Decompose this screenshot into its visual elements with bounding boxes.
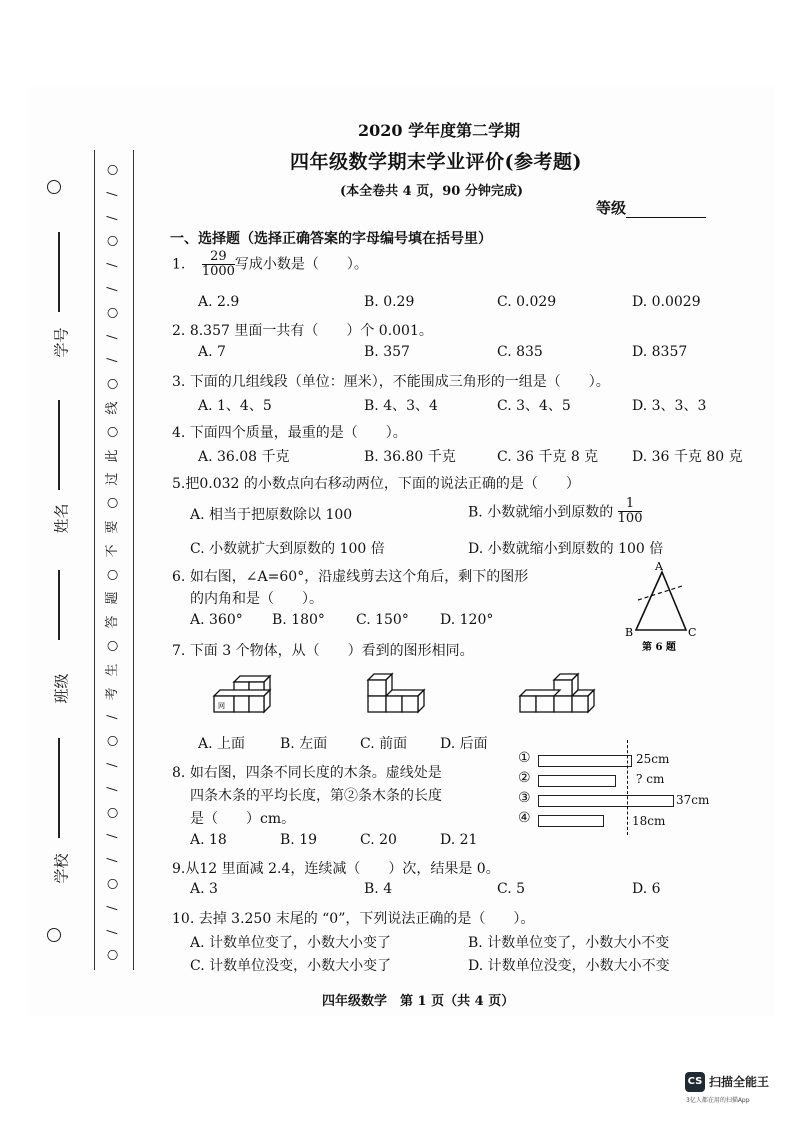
seal-line-char: 题 [105, 591, 120, 605]
q10-option-d[interactable]: D. 计数单位没变，小数大小不变 [468, 958, 670, 974]
question-4 [172, 422, 407, 442]
question-8-line3: 是（ ）cm。 [190, 811, 296, 827]
seal-line-char: 要 [105, 520, 120, 534]
bar-label-4: ④ [518, 810, 531, 826]
question-number: 6. [172, 569, 186, 585]
seal-line-char: ○ [105, 378, 120, 390]
q5-option-c[interactable]: C. 小数就扩大到原数的 100 倍 [190, 541, 385, 557]
seal-line-char: ○ [105, 568, 120, 581]
q9-option-c[interactable]: C. 5 [497, 881, 526, 897]
school-label: 学校 [52, 853, 71, 884]
seal-line-char: ○ [105, 307, 120, 319]
question-text: 把0.032 的小数点向右移动两位，下面的说法正确的是（ ） [185, 476, 580, 492]
q4-option-b[interactable]: B. 36.80 千克 [364, 449, 456, 465]
question-8-line2: 四条木条的平均长度，第②条木条的长度 [190, 788, 442, 804]
question-3 [172, 371, 610, 391]
seal-line-char: / [105, 762, 120, 768]
q2-option-a[interactable]: A. 7 [198, 344, 226, 360]
question-8 [172, 762, 442, 782]
seal-line-char: ○ [105, 235, 120, 248]
bar-label-3: ③ [518, 790, 531, 806]
question-text: 如右图，∠A=60°，沿虚线剪去这个角后，剩下的图形 [189, 569, 529, 585]
question-number: 4. [172, 425, 186, 441]
bar-value-3: 37cm [676, 793, 710, 807]
q8-option-d[interactable]: D. 21 [440, 832, 478, 848]
seal-line-char: 线 [105, 401, 120, 415]
question-text: 下面的几组线段（单位：厘米），不能围成三角形的一组是（ ）。 [189, 374, 610, 390]
q5-option-b[interactable] [468, 497, 642, 526]
wood-bar-2 [538, 775, 616, 787]
q2-option-c[interactable]: C. 835 [497, 344, 543, 360]
seal-line-char: / [105, 263, 120, 268]
fraction-numerator: 1 [618, 497, 643, 512]
camscanner-tagline: 3亿人都在用的扫描App [686, 1097, 750, 1104]
q10-option-b[interactable]: B. 计数单位变了，小数大小不变 [468, 935, 670, 951]
seal-line-char: ○ [105, 949, 120, 962]
q9-option-a[interactable]: A. 3 [190, 881, 218, 897]
seal-line-char: / [105, 834, 120, 839]
seal-line-char: ○ [105, 497, 120, 509]
class-line [58, 570, 60, 640]
binding-hole-top [47, 180, 61, 194]
school-line [58, 738, 60, 838]
page-subtitle: (本全卷共 4 页，90 分钟完成) [340, 184, 524, 199]
question-text: 下面四个质量，最重的是（ ）。 [189, 425, 407, 441]
fraction-denominator: 100 [617, 511, 643, 526]
name-label: 姓名 [52, 503, 71, 534]
seal-line-char: / [105, 786, 120, 791]
fraction-numerator: 29 [202, 250, 235, 265]
grade-field [596, 197, 706, 218]
seal-line-char: / [105, 929, 120, 934]
year-term: 2020 学年度第二学期 [358, 121, 521, 140]
question-5 [172, 473, 580, 493]
seal-line-char: 答 [105, 615, 120, 629]
vertex-b: B [625, 626, 634, 639]
q3-option-a[interactable]: A. 1、4、5 [198, 398, 272, 414]
option-text: B. 小数就缩小到原数的 [468, 504, 614, 521]
triangle-shape [636, 572, 686, 630]
question-number: 5. [172, 476, 186, 492]
q5-option-d[interactable]: D. 小数就缩小到原数的 100 倍 [468, 541, 664, 557]
q6-option-d[interactable]: D. 120° [440, 612, 494, 628]
student-id-label: 学号 [52, 327, 71, 358]
fraction-denominator: 1000 [201, 264, 235, 279]
camscanner-logo: CS [685, 1072, 705, 1092]
question-text: 去掉 3.250 末尾的 “0”，下列说法正确的是（ ）。 [198, 911, 535, 927]
question-number: 7. [172, 643, 186, 659]
question-text: 从12 里面减 2.4，连续减（ ）次，结果是 0。 [185, 861, 500, 877]
seal-line-char: / [105, 905, 120, 910]
seal-line-char: / [105, 215, 120, 220]
q10-option-c[interactable]: C. 计数单位没变，小数大小变了 [190, 958, 392, 974]
q3-option-c[interactable]: C. 3、4、5 [497, 398, 571, 414]
section-heading: 一、选择题（选择正确答案的字母编号填在括号里） [170, 231, 492, 247]
q4-option-a[interactable]: A. 36.08 千克 [198, 449, 290, 465]
wood-bar-3 [538, 795, 674, 807]
fraction [202, 250, 235, 279]
q7-option-c[interactable]: C. 前面 [360, 736, 408, 752]
seal-line-char: ○ [105, 164, 120, 176]
seal-line-char: / [105, 191, 120, 196]
cube-figure-2 [364, 668, 430, 716]
q3-option-b[interactable]: B. 4、3、4 [364, 398, 438, 414]
question-number: 2. [172, 323, 186, 339]
q5-option-a[interactable]: A. 相当于把原数除以 100 [190, 507, 353, 523]
q6-option-a[interactable]: A. 360° [190, 612, 243, 628]
question-number: 8. [172, 765, 186, 781]
grade-blank[interactable] [626, 217, 706, 218]
question-text: 8.357 里面一共有（ ）个 0.001。 [189, 323, 433, 339]
seal-line-char: / [105, 358, 120, 363]
q7-option-d[interactable]: D. 后面 [440, 736, 488, 752]
triangle-figure [620, 560, 710, 655]
question-text: 下面 3 个物体，从（ ）看到的图形相同。 [189, 643, 474, 659]
q1-option-b[interactable]: B. 0.29 [364, 294, 415, 310]
page-title: 四年级数学期末学业评价(参考题) [290, 151, 582, 173]
question-text: 写成小数是（ ）。 [234, 256, 368, 273]
page-footer: 四年级数学 第 1 页（共 4 页） [322, 994, 515, 1009]
vertex-c: C [688, 626, 697, 639]
seal-line-char: ○ [105, 878, 120, 890]
question-7 [172, 640, 474, 660]
seal-line-char: / [105, 715, 120, 720]
name-line [58, 400, 60, 490]
camscanner-name: 扫描全能王 [709, 1075, 770, 1089]
seal-line-char: 过 [105, 472, 120, 486]
class-label: 班级 [52, 673, 71, 704]
q8-option-c[interactable]: C. 20 [360, 832, 397, 848]
q8-option-a[interactable]: A. 18 [190, 832, 227, 848]
q9-option-d[interactable]: D. 6 [632, 881, 661, 897]
question-6-line2: 的内角和是（ ）。 [190, 591, 323, 607]
q10-option-a[interactable]: A. 计数单位变了，小数大小变了 [190, 935, 392, 951]
bar-value-1: 25cm [636, 752, 670, 766]
q7-option-b[interactable]: B. 左面 [280, 736, 328, 752]
question-1 [172, 250, 368, 279]
question-number: 3. [172, 374, 186, 390]
question-6 [172, 566, 528, 586]
q4-option-c[interactable]: C. 36 千克 8 克 [497, 449, 599, 465]
bar-value-2: ? cm [636, 772, 665, 786]
q9-option-b[interactable]: B. 4 [364, 881, 393, 897]
q2-option-d[interactable]: D. 8357 [632, 344, 688, 360]
seal-line-char: / [105, 858, 120, 863]
wood-bar-1 [538, 755, 632, 767]
seal-line-char: ○ [105, 640, 120, 652]
figure-label: 网 [218, 702, 225, 710]
question-number: 1. [172, 256, 186, 273]
question-2 [172, 320, 433, 340]
vertex-a: A [655, 560, 663, 573]
figure-caption: 第 6 题 [642, 642, 676, 653]
student-id-line [58, 232, 60, 312]
seal-line-char: 生 [105, 663, 120, 677]
q8-option-b[interactable]: B. 19 [280, 832, 318, 848]
seal-line-char: 此 [105, 449, 120, 463]
cut-dashed-line [638, 586, 682, 600]
average-dashed-line [627, 740, 628, 835]
bar-label-2: ② [518, 770, 531, 786]
question-text: 如右图，四条不同长度的木条。虚线处是 [189, 765, 442, 781]
seal-line-char: ○ [105, 426, 120, 438]
question-10 [172, 908, 534, 928]
q6-option-c[interactable]: C. 150° [356, 612, 409, 628]
q6-option-b[interactable]: B. 180° [272, 612, 325, 628]
q1-option-c[interactable]: C. 0.029 [497, 294, 557, 310]
binding-hole-bottom [47, 928, 61, 942]
q1-option-d[interactable]: D. 0.0029 [632, 294, 701, 310]
q3-option-d[interactable]: D. 3、3、3 [632, 398, 707, 414]
q1-option-a[interactable]: A. 2.9 [198, 294, 240, 310]
cube-figure-3 [516, 668, 600, 716]
seal-line-char: / [105, 334, 120, 339]
q2-option-b[interactable]: B. 357 [364, 344, 410, 360]
seal-line-char: ○ [105, 806, 120, 819]
seal-line-char: / [105, 286, 120, 292]
question-number: 9. [172, 861, 186, 877]
seal-line-char: 不 [105, 544, 120, 558]
q7-option-a[interactable]: A. 上面 [198, 736, 246, 752]
seal-line-char: 考 [105, 687, 120, 701]
q4-option-d[interactable]: D. 36 千克 80 克 [632, 449, 743, 465]
bar-value-4: 18cm [632, 814, 666, 828]
grade-label: 等级 [596, 199, 627, 217]
cube-figure-1 [210, 668, 280, 716]
fraction [618, 497, 643, 526]
wood-bar-4 [538, 815, 604, 827]
bar-label-1: ① [518, 750, 531, 766]
question-number: 10. [172, 911, 195, 927]
seal-line-char: ○ [105, 735, 120, 747]
question-9 [172, 858, 500, 878]
